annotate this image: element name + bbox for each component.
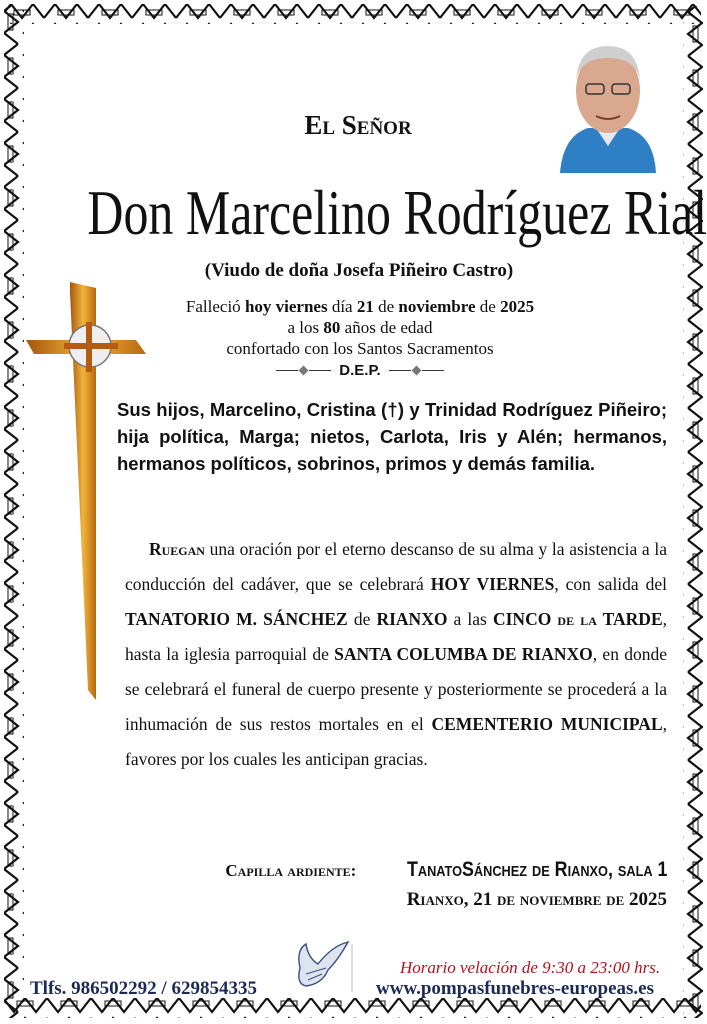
deceased-name-text: Don Marcelino Rodríguez Rial (87, 177, 707, 248)
text-segment: , favores por los cuales les anticipan gracias. (125, 714, 667, 769)
ceremony-paragraph (125, 532, 667, 777)
deceased-photo (558, 36, 658, 173)
dove-logo-icon (292, 940, 354, 992)
text-segment: , hasta la iglesia parroquial de (125, 609, 667, 664)
text-segment: RIANXO (376, 609, 448, 629)
dep-divider (230, 362, 490, 379)
text-segment: años de edad (340, 318, 433, 337)
text-segment: Falleció (185, 297, 245, 316)
text-segment: 2025 (500, 297, 535, 316)
visiting-hours: Horario velación de 9:30 a 23:00 hrs. (400, 958, 661, 977)
widower-of: (Viudo de doña Josefa Piñeiro Castro) (204, 260, 514, 281)
text-segment: de (347, 609, 377, 629)
death-date-line (140, 297, 580, 317)
deceased-name (0, 176, 707, 250)
title: El Señor (304, 110, 412, 140)
text-segment: HOY VIERNES (430, 574, 555, 594)
text-segment: Ruegan (149, 539, 205, 559)
text-segment: 21 (356, 297, 374, 316)
website-link[interactable]: www.pompasfunebres-europeas.es (376, 978, 654, 999)
family-paragraph: Sus hijos, Marcelino, Cristina (†) y Trinidad Rodríguez Piñeiro; hija política, Marga; nietos, Carlota, Iris y Alén; hermanos, hermanos políticos, sobrinos, primos y demás familia. (117, 399, 667, 474)
text-segment: de (475, 297, 501, 316)
text-segment: a las (447, 609, 493, 629)
text-segment: hoy viernes (244, 297, 328, 316)
chapel-line (225, 858, 667, 882)
text-segment: día (327, 297, 357, 316)
text-segment: , con salida del (554, 574, 667, 594)
text-segment: , en donde se celebrará el funeral de cuerpo presente y posteriormente se procederá a la inhumación de sus restos mortales en el (125, 644, 667, 734)
text-segment: una oración por el eterno descanso de su alma y la asistencia a la conducción del cadáver, que se celebrará (125, 539, 667, 594)
place-date: Rianxo, 21 de noviembre de 2025 (406, 889, 667, 910)
text-segment: CINCO de la TARDE (492, 609, 663, 629)
text-segment: de (373, 297, 399, 316)
chapel-value: TanatoSánchez de Rianxo, sala 1 (406, 858, 667, 881)
chapel-label: Capilla ardiente: (225, 861, 361, 880)
text-segment: noviembre (398, 297, 476, 316)
text-segment: a los (287, 318, 324, 337)
divider-ornament (389, 367, 444, 374)
age-line (140, 318, 580, 338)
text-segment: TANATORIO M. SÁNCHEZ (125, 609, 348, 629)
text-segment: SANTA COLUMBA DE RIANXO (334, 644, 593, 664)
phone-numbers: Tlfs. 986502292 / 629854335 (30, 978, 257, 999)
text-segment: 80 (323, 318, 341, 337)
divider-ornament (276, 367, 331, 374)
dep-label: D.E.P. (339, 362, 381, 379)
sacraments-line: confortado con los Santos Sacramentos (226, 339, 494, 358)
text-segment: CEMENTERIO MUNICIPAL (431, 714, 663, 734)
